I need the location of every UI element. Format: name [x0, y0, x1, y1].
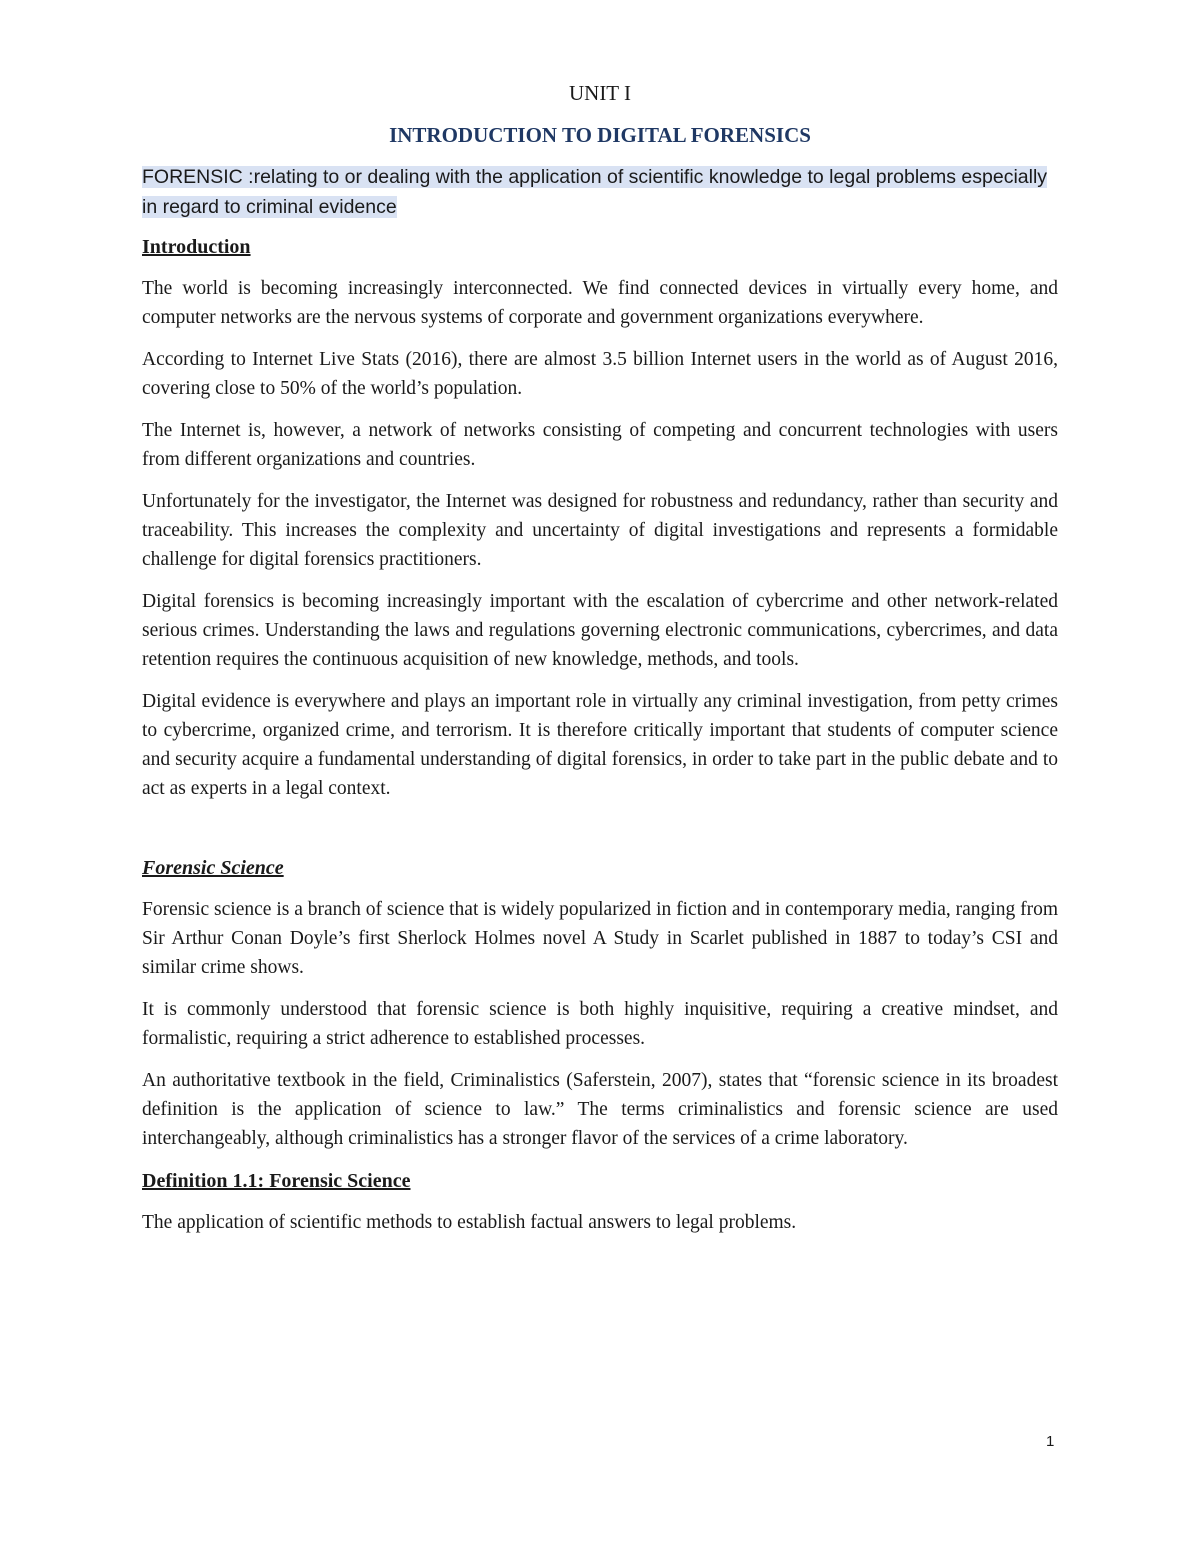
page-number: 1	[1046, 1433, 1055, 1450]
section-heading-definition: Definition 1.1: Forensic Science	[142, 1170, 411, 1192]
document-title: INTRODUCTION TO DIGITAL FORENSICS	[389, 123, 811, 147]
section-heading-introduction: Introduction	[142, 236, 251, 258]
paragraph: The world is becoming increasingly interconnected. We find connected devices in virtually every home, and computer networks are the nervous systems of corporate and government organizations everywhere.	[142, 278, 1058, 328]
paragraph: Digital forensics is becoming increasingly important with the escalation of cybercrime and other network-related serious crimes. Understanding the laws and regulations governing electronic communications, cybercrimes, and data retention requires the continuous acquisition of new knowledge, methods, and tools.	[142, 591, 1058, 670]
unit-label: UNIT I	[568, 81, 631, 105]
document-page	[142, 78, 1058, 1250]
paragraph: An authoritative textbook in the field, Criminalistics (Saferstein, 2007), states that “forensic science in its broadest definition is the application of science to law.” The terms criminalistics and forensic science are used interchangeably, although criminalistics has a stronger flavor of the services of a crime laboratory.	[142, 1070, 1058, 1149]
paragraph: Unfortunately for the investigator, the Internet was designed for robustness and redundancy, rather than security and traceability. This increases the complexity and uncertainty of digital investigations and represents a formidable challenge for digital forensics practitioners.	[142, 491, 1058, 570]
paragraph: It is commonly understood that forensic science is both highly inquisitive, requiring a creative mindset, and formalistic, requiring a strict adherence to established processes.	[142, 999, 1058, 1049]
paragraph: Forensic science is a branch of science that is widely popularized in fiction and in contemporary media, ranging from Sir Arthur Conan Doyle’s first Sherlock Holmes novel A Study in Scarlet published in 1887 to today’s CSI and similar crime shows.	[142, 899, 1058, 978]
highlighted-definition-text: FORENSIC :relating to or dealing with the application of scientific knowledge to legal problems especially in regard to criminal evidence	[142, 166, 1048, 218]
section-heading-forensic-science: Forensic Science	[142, 857, 284, 879]
paragraph: The application of scientific methods to establish factual answers to legal problems.	[142, 1212, 797, 1233]
paragraph: According to Internet Live Stats (2016), there are almost 3.5 billion Internet users in the world as of August 2016, covering close to 50% of the world’s population.	[142, 349, 1058, 399]
forensic-definition	[142, 162, 1058, 222]
paragraph: The Internet is, however, a network of networks consisting of competing and concurrent technologies with users from different organizations and countries.	[142, 420, 1058, 470]
paragraph: Digital evidence is everywhere and plays an important role in virtually any criminal investigation, from petty crimes to cybercrime, organized crime, and terrorism. It is therefore critically important that students of computer science and security acquire a fundamental understanding of digital forensics, in order to take part in the public debate and to act as experts in a legal context.	[142, 691, 1058, 799]
